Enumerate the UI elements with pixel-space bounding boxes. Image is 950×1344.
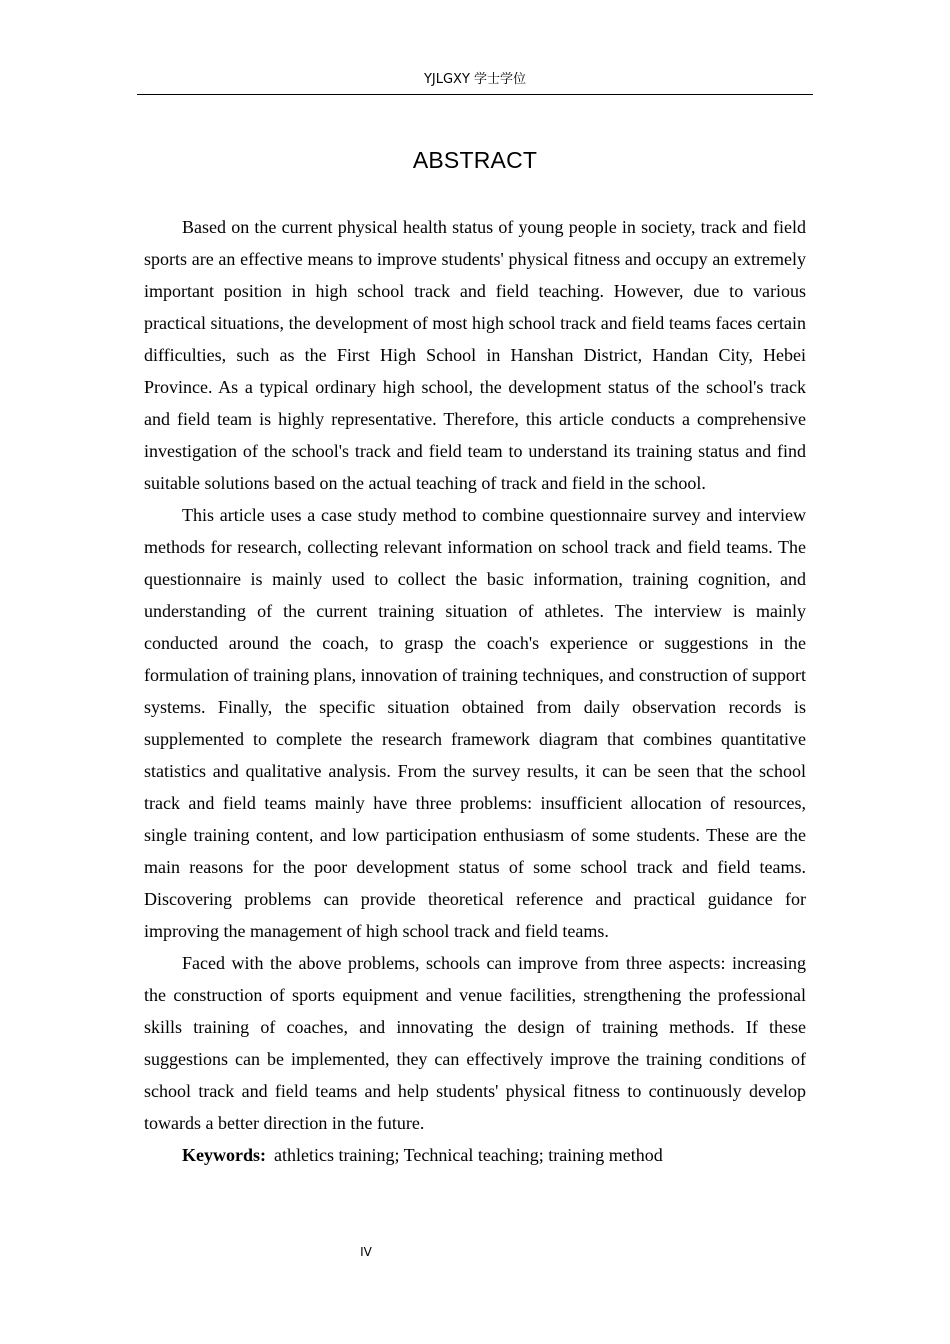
keywords-label: Keywords:: [182, 1145, 266, 1165]
paragraph-3: Faced with the above problems, schools can improve from three aspects: increasing the construction of sports equipment and venue facilities, strengthening the professional skills training of coaches, and innovating the design of training methods. If these suggestions can be implemented, they can effectively improve the training conditions of school track and field teams and help students' physical fitness to continuously develop towards a better direction in the future.: [144, 953, 806, 1133]
keywords-value: athletics training; Technical teaching; training method: [274, 1145, 663, 1165]
keywords-line: [144, 1139, 806, 1171]
abstract-title: ABSTRACT: [412, 147, 538, 173]
abstract-body: [144, 211, 806, 1171]
page-number: IV: [360, 1245, 372, 1259]
paragraph-1: Based on the current physical health status of young people in society, track and field sports are an effective means to improve students' physical fitness and occupy an extremely important position in high school track and field teaching. However, due to various practical situations, the development of most high school track and field teams faces certain difficulties, such as the First High School in Hanshan District, Handan City, Hebei Province. As a typical ordinary high school, the development status of the school's track and field team is highly representative. Therefore, this article conducts a comprehensive investigation of the school's track and field team to understand its training status and find suitable solutions based on the actual teaching of track and field in the school.: [144, 217, 806, 493]
header-text: YJLGXY 学士学位: [423, 72, 527, 87]
page-header: [137, 70, 813, 95]
paragraph-2: This article uses a case study method to combine questionnaire survey and interview methods for research, collecting relevant information on school track and field teams. The questionnaire is mainly used to collect the basic information, training cognition, and understanding of the current training situation of athletes. The interview is mainly conducted around the coach, to grasp the coach's experience or suggestions in the formulation of training plans, innovation of training techniques, and construction of support systems. Finally, the specific situation obtained from daily observation records is supplemented to complete the research framework diagram that combines quantitative statistics and qualitative analysis. From the survey results, it can be seen that the school track and field teams mainly have three problems: insufficient allocation of resources, single training content, and low participation enthusiasm of some students. These are the main reasons for the poor development status of some school track and field teams. Discovering problems can provide theoretical reference and practical guidance for improving the management of high school track and field teams.: [144, 505, 806, 941]
